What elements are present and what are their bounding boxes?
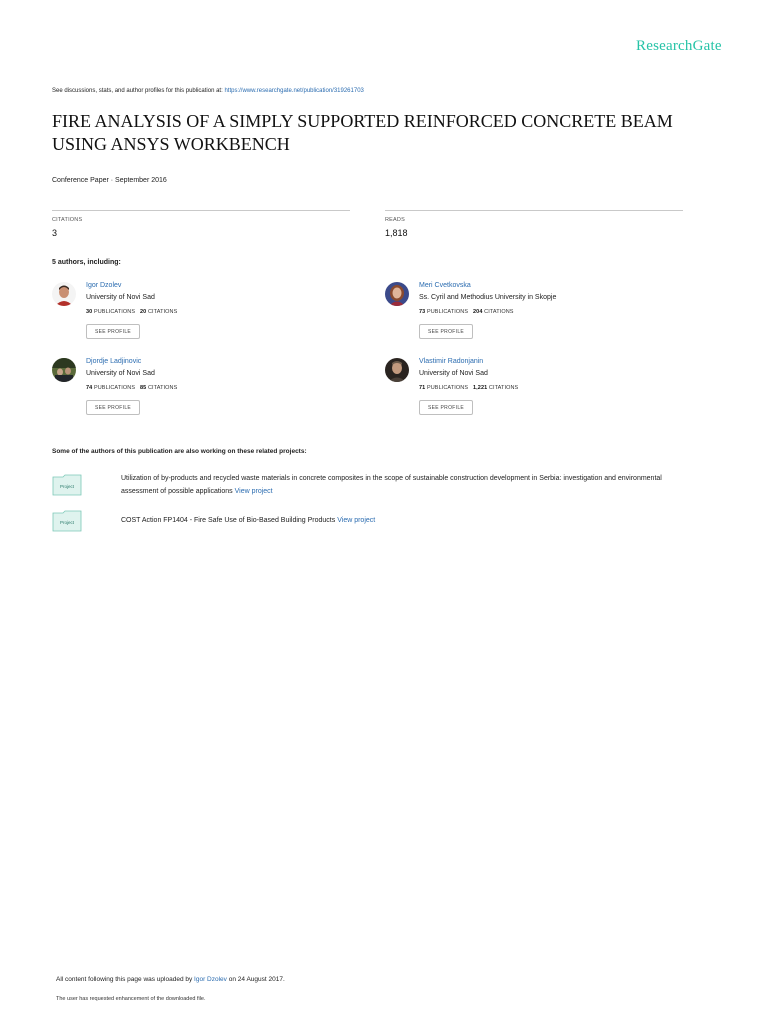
- project-title: Utilization of by-products and recycled waste materials in concrete composites in the scope of sustainable construction development in Serbia: investigation and environmental assessment of possible applications: [121, 475, 662, 495]
- upload-note: [56, 976, 285, 983]
- project-icon-label: Project: [59, 520, 75, 525]
- author-card: [385, 282, 685, 352]
- publications-count: 73: [419, 309, 426, 315]
- upload-suffix: on 24 August 2017.: [228, 976, 285, 983]
- citations-label: CITATIONS: [484, 309, 514, 315]
- avatar[interactable]: [385, 282, 409, 306]
- avatar[interactable]: [52, 358, 76, 382]
- project-folder-icon[interactable]: [52, 510, 82, 532]
- researchgate-logo[interactable]: ResearchGate: [636, 38, 722, 54]
- avatar[interactable]: [52, 282, 76, 306]
- view-project-link[interactable]: View project: [234, 488, 273, 495]
- project-title: COST Action FP1404 - Fire Safe Use of Bio-Based Building Products: [121, 517, 336, 524]
- publications-count: 71: [419, 385, 426, 391]
- publications-label: PUBLICATIONS: [93, 385, 136, 391]
- publications-label: PUBLICATIONS: [93, 309, 136, 315]
- citations-count: 204: [473, 309, 483, 315]
- project-folder-icon[interactable]: [52, 474, 82, 496]
- publication-meta: Conference Paper · September 2016: [52, 177, 167, 184]
- project-description: [121, 472, 701, 498]
- reads-value: 1,818: [385, 228, 408, 238]
- see-profile-button[interactable]: SEE PROFILE: [86, 324, 140, 339]
- citations-count: 85: [140, 385, 147, 391]
- author-stats: [419, 385, 518, 391]
- author-card: [52, 282, 352, 352]
- source-prefix: See discussions, stats, and author profiles for this publication at:: [52, 88, 223, 94]
- author-name[interactable]: Meri Cvetkovska: [419, 282, 471, 289]
- see-profile-button[interactable]: SEE PROFILE: [419, 324, 473, 339]
- uploader-link[interactable]: Igor Dzolev: [194, 976, 227, 983]
- author-institution: University of Novi Sad: [86, 294, 155, 301]
- citations-label: CITATIONS: [147, 309, 178, 315]
- author-institution: University of Novi Sad: [86, 370, 155, 377]
- avatar[interactable]: [385, 358, 409, 382]
- project-description: [121, 514, 701, 527]
- see-profile-button[interactable]: SEE PROFILE: [86, 400, 140, 415]
- citations-label: CITATIONS: [488, 385, 519, 391]
- download-note: The user has requested enhancement of the downloaded file.: [56, 996, 206, 1002]
- view-project-link[interactable]: View project: [337, 517, 376, 524]
- citations-count: 20: [140, 309, 147, 315]
- projects-heading: Some of the authors of this publication are also working on these related projects:: [52, 448, 307, 455]
- author-card: [385, 358, 685, 428]
- see-profile-button[interactable]: SEE PROFILE: [419, 400, 473, 415]
- publications-count: 74: [86, 385, 93, 391]
- upload-prefix: All content following this page was uploaded by: [56, 976, 193, 983]
- reads-label: READS: [385, 217, 405, 223]
- citations-count: 1,221: [473, 385, 488, 391]
- citations-divider: [52, 210, 350, 211]
- author-institution: University of Novi Sad: [419, 370, 488, 377]
- citations-value: 3: [52, 228, 58, 238]
- publication-title: FIRE ANALYSIS OF A SIMPLY SUPPORTED REINFORCED CONCRETE BEAM USING ANSYS WORKBENCH: [52, 111, 673, 154]
- author-name[interactable]: Vlastimir Radonjanin: [419, 358, 484, 365]
- author-stats: [86, 309, 177, 315]
- source-line: [52, 88, 364, 94]
- publications-label: PUBLICATIONS: [426, 309, 469, 315]
- author-name[interactable]: Igor Dzolev: [86, 282, 122, 289]
- author-stats: [86, 385, 177, 391]
- publications-label: PUBLICATIONS: [426, 385, 469, 391]
- author-institution: Ss. Cyril and Methodius University in Skopje: [419, 294, 557, 301]
- project-icon-label: Project: [59, 484, 75, 489]
- authors-heading: 5 authors, including:: [52, 259, 121, 266]
- publication-link[interactable]: https://www.researchgate.net/publication/319261703: [224, 88, 364, 94]
- citations-label: CITATIONS: [52, 217, 83, 223]
- publications-count: 30: [86, 309, 93, 315]
- citations-label: CITATIONS: [147, 385, 178, 391]
- author-card: [52, 358, 352, 428]
- reads-divider: [385, 210, 683, 211]
- author-name[interactable]: Djordje Ladjinovic: [86, 358, 142, 365]
- author-stats: [419, 309, 514, 315]
